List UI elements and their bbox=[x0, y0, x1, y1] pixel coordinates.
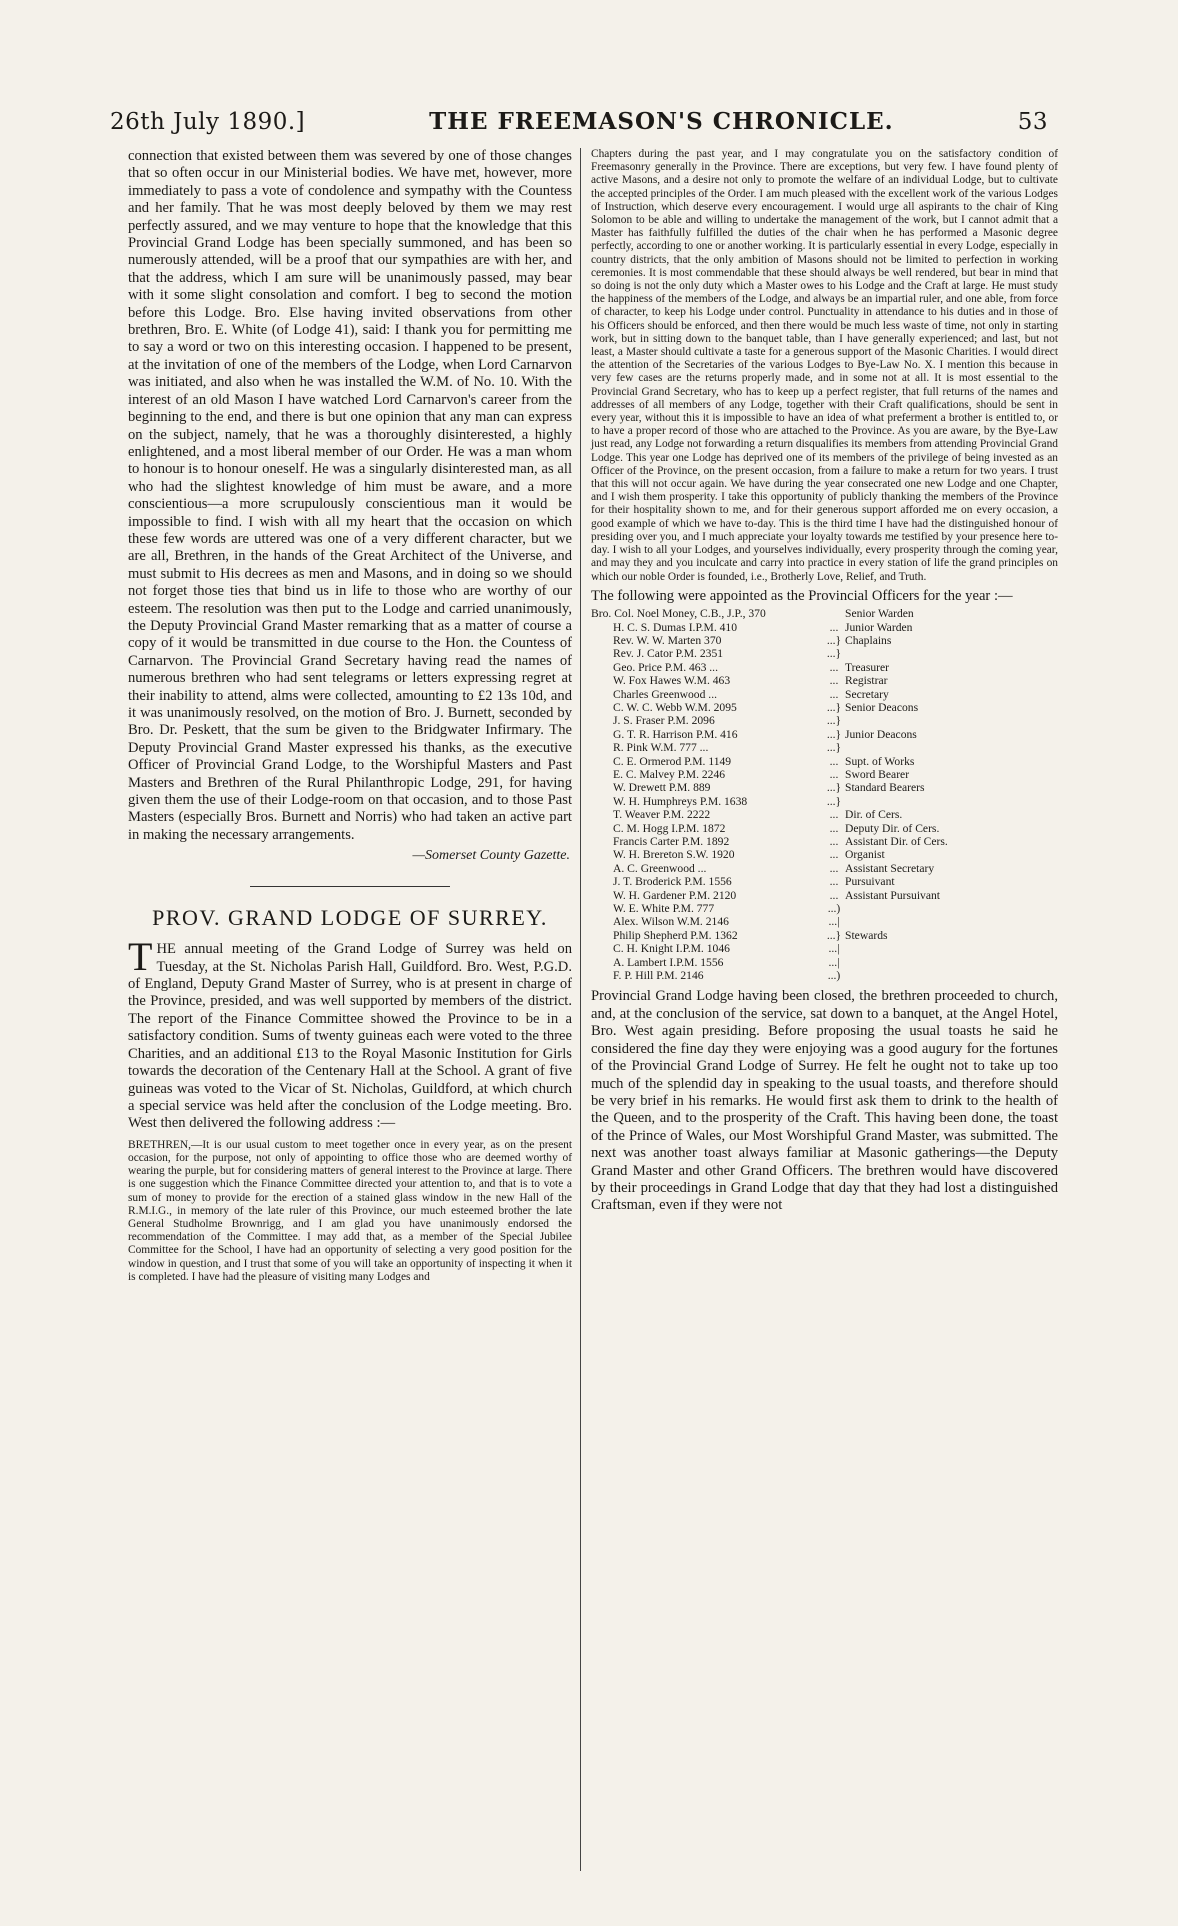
officer-office: Stewards bbox=[845, 928, 888, 942]
officer-row bbox=[591, 875, 1058, 888]
officer-name: W. Drewett P.M. 889 bbox=[613, 781, 711, 795]
officer-office: Sword Bearer bbox=[845, 767, 910, 781]
officer-office: Secretary bbox=[845, 687, 889, 701]
officer-office: Senior Warden bbox=[845, 607, 914, 621]
surrey-headline: PROV. GRAND LODGE OF SURREY. bbox=[152, 905, 548, 931]
columns bbox=[128, 148, 1058, 1871]
officer-leader: ... bbox=[829, 835, 839, 849]
officer-leader: ...} bbox=[826, 741, 842, 755]
officers-intro: The following were appointed as the Provincial Officers for the year :— bbox=[591, 587, 1013, 604]
officer-row bbox=[591, 701, 1058, 714]
officer-office bbox=[845, 942, 1058, 955]
officer-office bbox=[845, 741, 1058, 754]
officer-row bbox=[591, 808, 1058, 821]
left-column bbox=[128, 148, 580, 1871]
officer-leader: ... bbox=[829, 620, 839, 634]
officer-row bbox=[591, 942, 1058, 955]
officer-name: Rev. W. W. Marten 370 bbox=[613, 633, 722, 647]
officer-office: Pursuivant bbox=[845, 875, 895, 889]
officer-row bbox=[591, 728, 1058, 741]
officer-row bbox=[591, 688, 1058, 701]
officer-row bbox=[591, 661, 1058, 674]
officer-name: T. Weaver P.M. 2222 bbox=[613, 808, 711, 822]
officer-name: W. E. White P.M. 777 bbox=[613, 902, 715, 916]
officer-office: Chaplains bbox=[845, 633, 892, 647]
officer-leader: ... bbox=[829, 875, 839, 889]
officer-name: A. Lambert I.P.M. 1556 bbox=[613, 955, 724, 969]
page-header bbox=[110, 108, 1048, 135]
officer-leader: ... bbox=[829, 767, 839, 781]
officer-leader: ... bbox=[829, 848, 839, 862]
officer-office: Supt. of Works bbox=[845, 754, 915, 768]
officer-name: W. Fox Hawes W.M. 463 bbox=[613, 674, 731, 688]
officer-office: Assistant Dir. of Cers. bbox=[845, 835, 948, 849]
officer-row bbox=[591, 634, 1058, 647]
officer-leader: ...| bbox=[828, 915, 840, 929]
officer-row bbox=[591, 848, 1058, 861]
officer-row bbox=[591, 607, 1058, 620]
officer-leader: ...) bbox=[827, 969, 841, 983]
officer-leader: ...| bbox=[828, 942, 840, 956]
officer-row bbox=[591, 822, 1058, 835]
officer-leader bbox=[823, 607, 845, 620]
officer-office: Deputy Dir. of Cers. bbox=[845, 821, 940, 835]
officer-row bbox=[591, 714, 1058, 727]
officer-leader: ...) bbox=[827, 902, 841, 916]
officer-name: Rev. J. Cator P.M. 2351 bbox=[613, 647, 724, 661]
right-column bbox=[580, 148, 1058, 1871]
officer-row bbox=[591, 621, 1058, 634]
officer-name: H. C. S. Dumas I.P.M. 410 bbox=[613, 620, 738, 634]
officer-name: C. E. Ormerod P.M. 1149 bbox=[613, 754, 732, 768]
officer-row bbox=[591, 755, 1058, 768]
officer-leader: ... bbox=[829, 888, 839, 902]
officer-office: Junior Warden bbox=[845, 620, 913, 634]
officer-office: Registrar bbox=[845, 674, 888, 688]
officer-row bbox=[591, 902, 1058, 915]
officer-leader: ... bbox=[829, 660, 839, 674]
officer-leader: ... bbox=[829, 821, 839, 835]
address-text-continued: Chapters during the past year, and I may congratulate you on the satisfactory condition of Freemasonry generally in the Province. There are exceptions, but very few. I have found plenty of active Masons, and a desire not only to promote the welfare of an individual Lodge, but to cultivate the accepted principles of the Order. I am much pleased with the excellent work of the various Lodges of Instruction, which deserve every encouragement. I would urge all aspirants to the chair of King Solomon to be able and willing to undertake the management of the work, but I cannot admit that a Master has faithfully fulfilled the duties of the chair when he has performed a Masonic degree perfectly, according to one or another working. It is particularly essential in every Lodge, especially in country districts, that the only ambition of Masons should not be limited to perfection in working ceremonies. It is most commendable that these should always be well rendered, but bear in mind that so doing is not the only duty which a Master owes to his Lodge and the Craft at large. He must study the happiness of the members of the Lodge, and always be an impartial ruler, and one able, from force of character, to keep his Lodge under control. Punctuality in attendance to his duties and in those of his Officers should be enforced, and then there would be much less waste of time, not only in starting work, but in sitting down to the banquet table, than I have generally experienced; and last, but not least, a Master should cultivate a taste for a generous support of the Masonic Charities. I would direct the attention of the Secretaries of the various Lodges to Bye-Law No. X. I mention this because in very few cases are the returns properly made, and in some not at all. It is most essential to the Provincial Grand Secretary, who has to keep up a perfect register, that full returns of the names and addresses of all members of any Lodge, together with their Craft qualifications, should be sent in every year, without this it is impossible to have an idea of what preferment a brother is entitled to, or to have a proper record of those who are attached to the Province. As you are aware, by the Bye-Law just read, any Lodge not forwarding a return disqualifies its members from attending Provincial Grand Lodge. This year one Lodge has deprived one of its members of the privilege of being invested as an Officer of the Province, on the present occasion, from a failure to make a return for two years. I trust that this will not occur again. We have during the year consecrated one new Lodge and one Chapter, and I wish them prosperity. I take this opportunity of publicly thanking the members of the Province for their hospitality shown to me, and for their generous support afforded me on every occasion, a good example of which we have to-day. This is the third time I have had the distinguished honour of presiding over you, and I much appreciate your loyalty towards me testified by your presence here to-day. I wish to all your Lodges, and yourselves individually, every prosperity through the coming year, and may they and you inculcate and carry into practice in every station of life the grand principles on which our noble Order is founded, i.e., Brotherly Love, Relief, and Truth. bbox=[591, 148, 1058, 583]
officer-office bbox=[845, 795, 1058, 808]
officer-leader: ... bbox=[829, 674, 839, 688]
officer-name: J. T. Broderick P.M. 1556 bbox=[613, 875, 732, 889]
officer-leader: ...} bbox=[826, 647, 842, 661]
officer-row bbox=[591, 674, 1058, 687]
officer-name: W. H. Brereton S.W. 1920 bbox=[613, 848, 735, 862]
officer-name: W. H. Gardener P.M. 2120 bbox=[613, 888, 737, 902]
officer-leader: ...} bbox=[826, 714, 842, 728]
officer-office bbox=[845, 915, 1058, 928]
officer-row bbox=[591, 781, 1058, 794]
officer-name: Alex. Wilson W.M. 2146 bbox=[613, 915, 729, 929]
officers-table bbox=[591, 607, 1058, 982]
officer-row bbox=[591, 956, 1058, 969]
officer-name: R. Pink W.M. 777 ... bbox=[613, 741, 709, 755]
officer-name: Philip Shepherd P.M. 1362 bbox=[613, 928, 738, 942]
officer-office: Assistant Pursuivant bbox=[845, 888, 941, 902]
officer-office: Organist bbox=[845, 848, 885, 862]
officer-leader: ... bbox=[829, 754, 839, 768]
officer-name: C. M. Hogg I.P.M. 1872 bbox=[613, 821, 726, 835]
officer-row bbox=[591, 969, 1058, 982]
officer-row bbox=[591, 915, 1058, 928]
officer-name: F. P. Hill P.M. 2146 bbox=[613, 969, 704, 983]
officer-office: Treasurer bbox=[845, 660, 890, 674]
officer-name: Bro. Col. Noel Money, C.B., J.P., 370 bbox=[591, 607, 766, 621]
banquet-report: Provincial Grand Lodge having been closed, the brethren proceeded to church, and, at the conclusion of the service, sat down to a banquet, at the Angel Hotel, Bro. West again presiding. Before proposing the usual toasts he said he considered the fine day they were enjoying was a good augury for the fortunes of the Provincial Grand Lodge of Surrey. He felt he ought not to take up too much of the splendid day in speaking to the usual toasts, and therefore should be very brief in his remarks. He would first ask them to drink to the health of the Queen, and to the prosperity of the Craft. This having been done, the toast of the Prince of Wales, our Most Worshipful Grand Master, was submitted. The next was another toast always familiar at Masonic gatherings—the Deputy Grand Master and other Grand Officers. The brethren would have discovered by their proceedings in Grand Lodge that day that they had lost a distinguished Craftsman, even if they were not bbox=[591, 988, 1058, 1214]
officer-name: Charles Greenwood ... bbox=[613, 687, 717, 701]
officer-leader: ... bbox=[829, 808, 839, 822]
issue-date: 26th July 1890.] bbox=[110, 109, 306, 135]
officer-row bbox=[591, 862, 1058, 875]
officer-leader: ...} bbox=[826, 794, 842, 808]
officer-leader: ...} bbox=[826, 727, 842, 741]
officer-row bbox=[591, 768, 1058, 781]
officer-name: C. H. Knight I.P.M. 1046 bbox=[613, 942, 730, 956]
officer-leader: ...} bbox=[826, 928, 842, 942]
officer-name: C. W. C. Webb W.M. 2095 bbox=[613, 700, 737, 714]
officer-office: Standard Bearers bbox=[845, 781, 925, 795]
officer-office: Assistant Secretary bbox=[845, 861, 935, 875]
officer-row bbox=[591, 795, 1058, 808]
officer-row bbox=[591, 889, 1058, 902]
officer-office bbox=[845, 969, 1058, 982]
officer-name: W. H. Humphreys P.M. 1638 bbox=[613, 794, 748, 808]
officer-office bbox=[845, 714, 1058, 727]
officer-leader: ...| bbox=[828, 955, 840, 969]
officer-row bbox=[591, 647, 1058, 660]
officer-leader: ...} bbox=[826, 781, 842, 795]
page-number: 53 bbox=[1017, 109, 1048, 135]
publication-title: THE FREEMASON'S CHRONICLE. bbox=[429, 108, 894, 135]
officer-leader: ...} bbox=[826, 700, 842, 714]
officer-office: Dir. of Cers. bbox=[845, 808, 903, 822]
officer-office: Senior Deacons bbox=[845, 700, 919, 714]
officer-name: Francis Carter P.M. 1892 bbox=[613, 835, 730, 849]
officer-office bbox=[845, 647, 1058, 660]
officer-office: Junior Deacons bbox=[845, 727, 917, 741]
section-rule bbox=[250, 886, 450, 887]
officer-name: J. S. Fraser P.M. 2096 bbox=[613, 714, 715, 728]
officer-row bbox=[591, 835, 1058, 848]
officer-leader: ...} bbox=[826, 633, 842, 647]
surrey-report: THE annual meeting of the Grand Lodge of Surrey was held on Tuesday, at the St. Nicholas Parish Hall, Guildford. Bro. West, P.G.D. of England, Deputy Grand Master of Surrey, who is at present in charge of the Province, presided, and was well supported by members of the district. The report of the Finance Committee showed the Province to be in a satisfactory condition. Sums of twenty guineas each were voted to the three Charities, and an additional £13 to the Royal Masonic Institution for Girls towards the decoration of the Centenary Hall at the School. A grant of five guineas was voted to the Vicar of St. Nicholas, Guildford, at which church a special service was held after the conclusion of the Lodge meeting. Bro. West then delivered the following address :— bbox=[128, 934, 572, 1132]
officer-name: Geo. Price P.M. 463 ... bbox=[613, 660, 718, 674]
carnarvon-continuation: connection that existed between them was severed by one of those changes that so often occur in our Ministerial bodies. We have met, however, more immediately to pass a vote of condolence and sympathy with the Countess and her family. That he was most deeply beloved by them we may rest perfectly assured, and we may venture to hope that the knowledge that this Provincial Grand Lodge has been specially summoned, and has been so numerously attended, will be a proof that our sympathies are with her, and that the address, which I am sure will be unanimously passed, may bear with it some slight consolation and comfort. I beg to second the motion before this Lodge. Bro. Else having invited observations from other brethren, Bro. E. White (of Lodge 41), said: I thank you for permitting me to say a word or two on this interesting occasion. I happened to be present, at the invitation of one of the members of the Lodge, when Lord Carnarvon was initiated, and also when he was installed the W.M. of No. 10. With the interest of an old Mason I have watched Lord Carnarvon's career from the beginning to the end, and there is but one opinion that any man can express on the subject, namely, that he was a thoroughly disinterested, a highly enlightened, and a most liberal member of our Order. He was a man whom to honour is to honour oneself. He was a singularly disinterested man, as all who had the slightest knowledge of him must be aware, and a more conscientious—a more scrupulously conscientious man it would be impossible to find. I wish with all my heart that the occasion on which these few words are uttered was one of a very different character, but we are all, Brethren, in the hands of the Great Architect of the Universe, and must submit to His decrees as men and Masons, and in doing so we should not forget those ties that bind us in life to those who are worthy of our esteem. The resolution was then put to the Lodge and carried unanimously, the Deputy Provincial Grand Master remarking that as a matter of course a copy of it would be transmitted in due course to the Hon. the Countess of Carnarvon. The Provincial Grand Secretary having read the names of numerous brethren who had sent telegrams or letters expressing regret at their inability to attend, alms were collected, amounting to £2 13s 10d, and it was unanimously resolved, on the motion of Bro. J. Burnett, seconded by Bro. Dr. Peskett, that the sum be given to the Bridgwater Infirmary. The Deputy Provincial Grand Master expressed his thanks, as the executive Officer of Provincial Grand Lodge, to the Worshipful Masters and Past Masters and Brethren of the Rural Philanthropic Lodge, 291, for having given them the use of their Lodge-room on that occasion, and to those Past Masters (especially Bros. Burnett and Norris) who had taken an active part in making the necessary arrangements. bbox=[128, 148, 572, 843]
officer-office bbox=[845, 902, 1058, 915]
officer-name: E. C. Malvey P.M. 2246 bbox=[613, 767, 726, 781]
address-text-start: BRETHREN,—It is our usual custom to meet together once in every year, as on the present occasion, for the purpose, not only of appointing to office those who are deemed worthy of wearing the purple, but for considering matters of general interest to the Province at large. There is one suggestion which the Finance Committee directed your attention to, and that is to vote a sum of money to provide for the erection of a stained glass window in the new Hall of the R.M.I.G., in memory of the late ruler of this Province, our much esteemed brother the late General Studholme Brownrigg, and I am glad you have unanimously endorsed the recommendation of the Committee. I may add that, as a member of the Special Jubilee Committee for the School, I have had an opportunity of selecting a very good position for the window in question, and I trust that some of you will take an opportunity of inspecting it when it is completed. I have had the pleasure of visiting many Lodges and bbox=[128, 1138, 572, 1283]
officer-name: G. T. R. Harrison P.M. 416 bbox=[613, 727, 738, 741]
officer-row bbox=[591, 929, 1058, 942]
source-attribution: —Somerset County Gazette. bbox=[412, 848, 570, 864]
officer-row bbox=[591, 741, 1058, 754]
officer-leader: ... bbox=[829, 861, 839, 875]
officer-leader: ... bbox=[829, 687, 839, 701]
officer-office bbox=[845, 956, 1058, 969]
officer-name: A. C. Greenwood ... bbox=[613, 861, 707, 875]
